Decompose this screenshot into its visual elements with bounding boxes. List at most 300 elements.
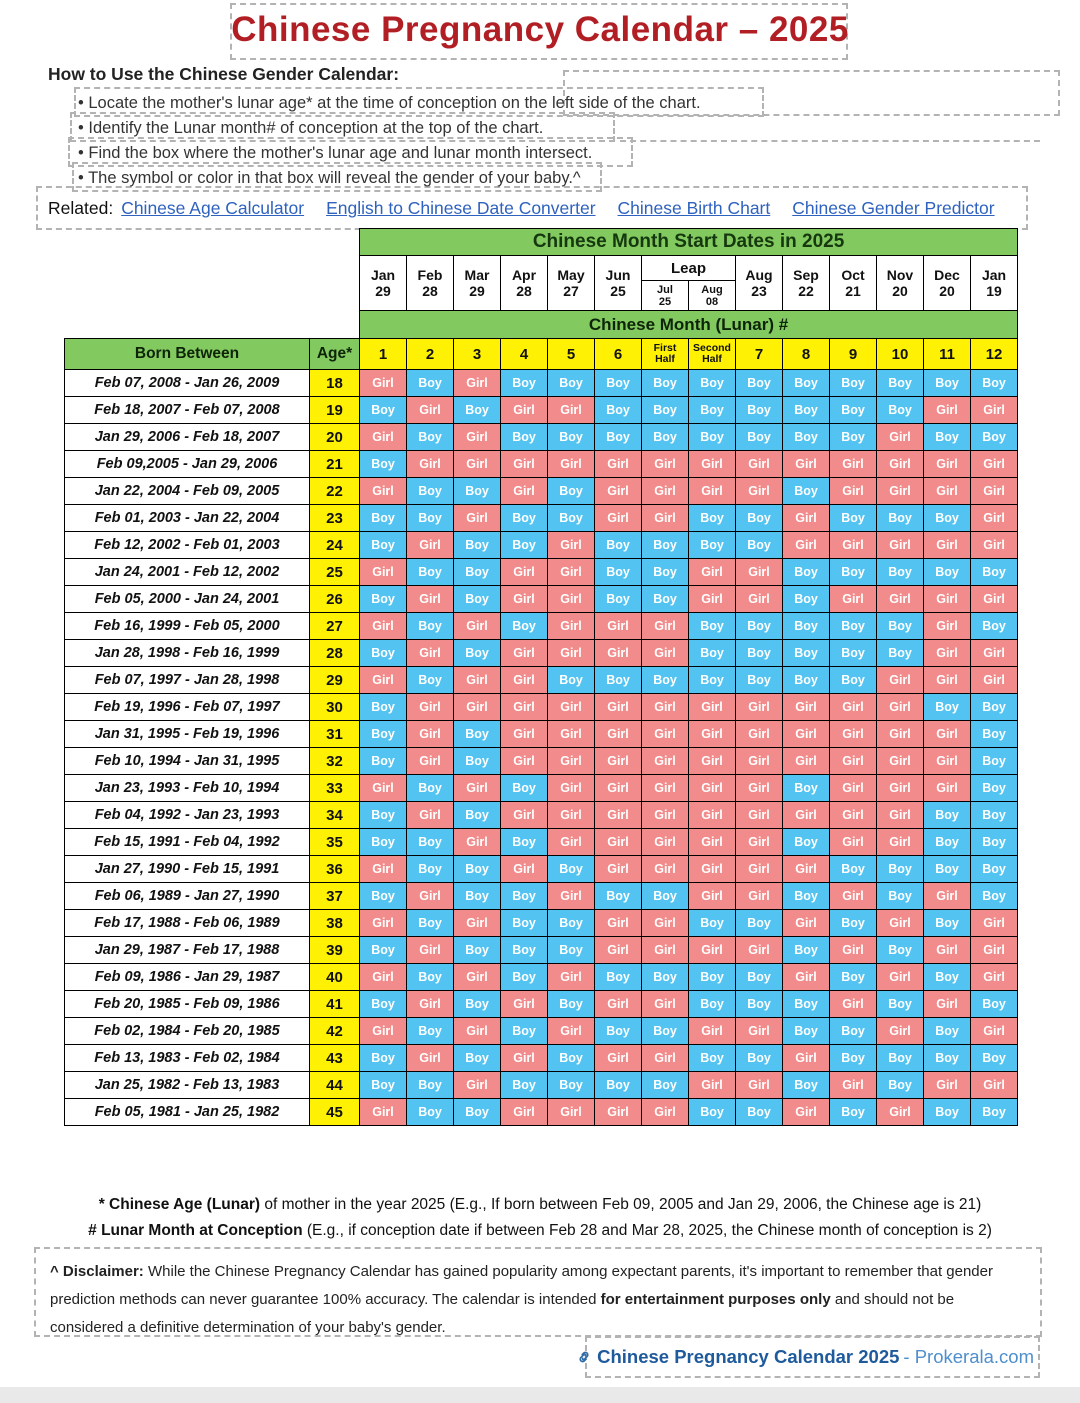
gender-cell-girl: Girl bbox=[783, 856, 830, 883]
gender-cell-girl: Girl bbox=[783, 532, 830, 559]
gender-cell-boy: Boy bbox=[642, 964, 689, 991]
gender-cell-boy: Boy bbox=[407, 478, 454, 505]
gender-cell-girl: Girl bbox=[971, 964, 1018, 991]
gender-cell-girl: Girl bbox=[736, 721, 783, 748]
gender-cell-boy: Boy bbox=[689, 991, 736, 1018]
lunar-banner-row bbox=[65, 311, 1018, 339]
age-cell: 34 bbox=[310, 802, 360, 829]
start-dates-banner-row bbox=[65, 229, 1018, 256]
gender-cell-girl: Girl bbox=[595, 1045, 642, 1072]
gender-cell-boy: Boy bbox=[595, 424, 642, 451]
gender-cell-boy: Boy bbox=[360, 991, 407, 1018]
howto-section bbox=[48, 64, 1048, 191]
gender-cell-boy: Boy bbox=[830, 370, 877, 397]
gender-cell-boy: Boy bbox=[360, 505, 407, 532]
gender-cell-girl: Girl bbox=[407, 748, 454, 775]
gender-cell-girl: Girl bbox=[642, 937, 689, 964]
gender-cell-boy: Boy bbox=[501, 883, 548, 910]
gender-cell-girl: Girl bbox=[454, 613, 501, 640]
gender-cell-girl: Girl bbox=[407, 991, 454, 1018]
gender-cell-boy: Boy bbox=[736, 370, 783, 397]
gender-cell-girl: Girl bbox=[407, 937, 454, 964]
gender-cell-girl: Girl bbox=[548, 721, 595, 748]
gender-cell-boy: Boy bbox=[830, 613, 877, 640]
gender-cell-boy: Boy bbox=[548, 370, 595, 397]
gender-cell-girl: Girl bbox=[595, 775, 642, 802]
gender-cell-girl: Girl bbox=[548, 802, 595, 829]
gender-cell-boy: Boy bbox=[454, 559, 501, 586]
gender-cell-boy: Boy bbox=[736, 910, 783, 937]
born-range-cell: Feb 13, 1983 - Feb 02, 1984 bbox=[65, 1045, 310, 1072]
gender-cell-boy: Boy bbox=[736, 505, 783, 532]
gender-cell-girl: Girl bbox=[360, 559, 407, 586]
gender-cell-girl: Girl bbox=[642, 640, 689, 667]
calendar-data-row bbox=[65, 1045, 1018, 1072]
gender-cell-girl: Girl bbox=[642, 505, 689, 532]
gender-cell-boy: Boy bbox=[360, 748, 407, 775]
calendar-data-row bbox=[65, 478, 1018, 505]
gender-cell-boy: Boy bbox=[407, 667, 454, 694]
lunar-month-col-header: 11 bbox=[924, 339, 971, 370]
gender-cell-boy: Boy bbox=[360, 802, 407, 829]
calendar-data-row bbox=[65, 532, 1018, 559]
age-cell: 29 bbox=[310, 667, 360, 694]
gender-cell-girl: Girl bbox=[877, 829, 924, 856]
gender-cell-boy: Boy bbox=[783, 1072, 830, 1099]
gender-cell-girl: Girl bbox=[407, 532, 454, 559]
gender-cell-girl: Girl bbox=[689, 802, 736, 829]
gender-cell-girl: Girl bbox=[642, 721, 689, 748]
gender-cell-boy: Boy bbox=[924, 1045, 971, 1072]
gender-cell-girl: Girl bbox=[501, 640, 548, 667]
gender-cell-girl: Girl bbox=[454, 829, 501, 856]
gender-cell-girl: Girl bbox=[830, 937, 877, 964]
related-links bbox=[121, 198, 1016, 218]
lunar-month-col-header: 8 bbox=[783, 339, 830, 370]
gender-cell-boy: Boy bbox=[783, 613, 830, 640]
born-range-cell: Feb 05, 2000 - Jan 24, 2001 bbox=[65, 586, 310, 613]
gender-cell-boy: Boy bbox=[595, 397, 642, 424]
calendar-data-row bbox=[65, 667, 1018, 694]
blank-cell bbox=[65, 229, 360, 256]
gender-cell-boy: Boy bbox=[877, 370, 924, 397]
gender-cell-boy: Boy bbox=[971, 1045, 1018, 1072]
gender-cell-boy: Boy bbox=[924, 694, 971, 721]
gender-cell-girl: Girl bbox=[360, 775, 407, 802]
age-cell: 45 bbox=[310, 1099, 360, 1126]
gender-cell-boy: Boy bbox=[877, 397, 924, 424]
gender-cell-girl: Girl bbox=[924, 721, 971, 748]
start-dates-title: Chinese Month Start Dates in 2025 bbox=[360, 229, 1018, 256]
gender-cell-girl: Girl bbox=[595, 991, 642, 1018]
related-label: Related: bbox=[48, 198, 114, 218]
blank-cell bbox=[65, 311, 360, 339]
gender-cell-boy: Boy bbox=[689, 667, 736, 694]
gender-cell-girl: Girl bbox=[924, 775, 971, 802]
gender-cell-girl: Girl bbox=[407, 802, 454, 829]
gender-cell-boy: Boy bbox=[783, 667, 830, 694]
age-cell: 36 bbox=[310, 856, 360, 883]
born-range-cell: Feb 07, 1997 - Jan 28, 1998 bbox=[65, 667, 310, 694]
howto-bullet-1: • Locate the mother's lunar age* at the time of conception on the left side of the chart. bbox=[78, 91, 1048, 116]
gender-cell-girl: Girl bbox=[642, 451, 689, 478]
gender-cell-boy: Boy bbox=[595, 370, 642, 397]
gender-cell-girl: Girl bbox=[642, 613, 689, 640]
born-range-cell: Feb 01, 2003 - Jan 22, 2004 bbox=[65, 505, 310, 532]
born-range-cell: Feb 09, 1986 - Jan 29, 1987 bbox=[65, 964, 310, 991]
gender-cell-boy: Boy bbox=[407, 505, 454, 532]
calendar-data-row bbox=[65, 1099, 1018, 1126]
footnote-month-bold: # Lunar Month at Conception bbox=[88, 1222, 303, 1239]
gender-cell-boy: Boy bbox=[830, 559, 877, 586]
gender-cell-boy: Boy bbox=[877, 883, 924, 910]
gender-cell-boy: Boy bbox=[407, 1099, 454, 1126]
gender-cell-boy: Boy bbox=[689, 532, 736, 559]
gender-cell-girl: Girl bbox=[736, 1018, 783, 1045]
gender-cell-boy: Boy bbox=[454, 1099, 501, 1126]
gender-cell-girl: Girl bbox=[877, 424, 924, 451]
lunar-month-col-header: 10 bbox=[877, 339, 924, 370]
gender-cell-boy: Boy bbox=[689, 397, 736, 424]
gender-cell-girl: Girl bbox=[877, 667, 924, 694]
gender-cell-boy: Boy bbox=[501, 1072, 548, 1099]
gender-cell-girl: Girl bbox=[877, 451, 924, 478]
born-range-cell: Feb 10, 1994 - Jan 31, 1995 bbox=[65, 748, 310, 775]
month-start-cell: Aug 23 bbox=[736, 256, 783, 311]
gender-cell-girl: Girl bbox=[454, 694, 501, 721]
born-range-cell: Feb 04, 1992 - Jan 23, 1993 bbox=[65, 802, 310, 829]
gender-cell-girl: Girl bbox=[407, 451, 454, 478]
gender-cell-girl: Girl bbox=[689, 478, 736, 505]
related-link[interactable]: English to Chinese Date Converter bbox=[326, 198, 596, 218]
calendar-data-row bbox=[65, 505, 1018, 532]
gender-cell-boy: Boy bbox=[454, 856, 501, 883]
gender-cell-boy: Boy bbox=[877, 1045, 924, 1072]
gender-cell-boy: Boy bbox=[783, 883, 830, 910]
age-cell: 37 bbox=[310, 883, 360, 910]
gender-cell-boy: Boy bbox=[454, 991, 501, 1018]
leap-header-cell: Leap bbox=[642, 256, 736, 281]
gender-cell-girl: Girl bbox=[642, 802, 689, 829]
related-row bbox=[48, 198, 1048, 219]
gender-cell-girl: Girl bbox=[783, 694, 830, 721]
gender-cell-boy: Boy bbox=[548, 424, 595, 451]
age-cell: 35 bbox=[310, 829, 360, 856]
gender-cell-girl: Girl bbox=[642, 775, 689, 802]
lunar-month-col-header: First Half bbox=[642, 339, 689, 370]
gender-cell-boy: Boy bbox=[454, 802, 501, 829]
gender-cell-boy: Boy bbox=[689, 424, 736, 451]
gender-cell-girl: Girl bbox=[924, 451, 971, 478]
gender-cell-boy: Boy bbox=[736, 991, 783, 1018]
lunar-month-col-header: 3 bbox=[454, 339, 501, 370]
gender-cell-boy: Boy bbox=[924, 370, 971, 397]
gender-cell-boy: Boy bbox=[642, 370, 689, 397]
gender-cell-girl: Girl bbox=[407, 721, 454, 748]
gender-cell-boy: Boy bbox=[407, 1018, 454, 1045]
gender-cell-girl: Girl bbox=[360, 856, 407, 883]
gender-calendar-table bbox=[64, 228, 1018, 1126]
gender-cell-girl: Girl bbox=[971, 505, 1018, 532]
gender-cell-girl: Girl bbox=[454, 505, 501, 532]
lunar-month-col-header: 4 bbox=[501, 339, 548, 370]
related-link[interactable]: Chinese Gender Predictor bbox=[792, 198, 995, 218]
gender-cell-boy: Boy bbox=[642, 1072, 689, 1099]
gender-cell-girl: Girl bbox=[877, 478, 924, 505]
born-range-cell: Jan 31, 1995 - Feb 19, 1996 bbox=[65, 721, 310, 748]
age-cell: 40 bbox=[310, 964, 360, 991]
gender-cell-girl: Girl bbox=[360, 1018, 407, 1045]
gender-cell-girl: Girl bbox=[407, 640, 454, 667]
gender-cell-boy: Boy bbox=[595, 1018, 642, 1045]
gender-cell-girl: Girl bbox=[877, 964, 924, 991]
gender-cell-boy: Boy bbox=[971, 1099, 1018, 1126]
gender-cell-boy: Boy bbox=[642, 559, 689, 586]
gender-cell-girl: Girl bbox=[877, 748, 924, 775]
gender-cell-boy: Boy bbox=[971, 694, 1018, 721]
gender-cell-boy: Boy bbox=[407, 613, 454, 640]
gender-cell-boy: Boy bbox=[548, 667, 595, 694]
gender-cell-boy: Boy bbox=[971, 559, 1018, 586]
gender-cell-girl: Girl bbox=[642, 694, 689, 721]
age-cell: 33 bbox=[310, 775, 360, 802]
calendar-data-row bbox=[65, 424, 1018, 451]
gender-cell-boy: Boy bbox=[360, 640, 407, 667]
gender-cell-boy: Boy bbox=[971, 883, 1018, 910]
gender-cell-girl: Girl bbox=[689, 1018, 736, 1045]
gender-cell-girl: Girl bbox=[830, 991, 877, 1018]
start-dates-row bbox=[65, 256, 1018, 281]
gender-cell-boy: Boy bbox=[877, 505, 924, 532]
gender-cell-boy: Boy bbox=[642, 397, 689, 424]
gender-cell-girl: Girl bbox=[595, 694, 642, 721]
gender-cell-girl: Girl bbox=[642, 748, 689, 775]
gender-cell-girl: Girl bbox=[830, 1072, 877, 1099]
gender-cell-boy: Boy bbox=[783, 991, 830, 1018]
gender-cell-boy: Boy bbox=[407, 1072, 454, 1099]
gender-cell-girl: Girl bbox=[501, 667, 548, 694]
gender-cell-girl: Girl bbox=[548, 883, 595, 910]
gender-cell-boy: Boy bbox=[407, 856, 454, 883]
leap-second-date-cell: Aug 08 bbox=[689, 281, 736, 311]
lunar-month-col-header: 9 bbox=[830, 339, 877, 370]
calendar-data-row bbox=[65, 883, 1018, 910]
gender-cell-boy: Boy bbox=[360, 451, 407, 478]
calendar-data-row bbox=[65, 910, 1018, 937]
lunar-month-col-header: 6 bbox=[595, 339, 642, 370]
gender-cell-boy: Boy bbox=[830, 667, 877, 694]
gender-cell-girl: Girl bbox=[877, 586, 924, 613]
gender-cell-girl: Girl bbox=[501, 694, 548, 721]
month-start-cell: Sep 22 bbox=[783, 256, 830, 311]
gender-cell-girl: Girl bbox=[783, 748, 830, 775]
footnotes bbox=[0, 1192, 1080, 1244]
gender-cell-girl: Girl bbox=[548, 748, 595, 775]
gender-cell-girl: Girl bbox=[830, 451, 877, 478]
gender-cell-boy: Boy bbox=[924, 910, 971, 937]
gender-cell-boy: Boy bbox=[924, 829, 971, 856]
gender-cell-girl: Girl bbox=[830, 802, 877, 829]
gender-cell-boy: Boy bbox=[971, 856, 1018, 883]
gender-cell-girl: Girl bbox=[548, 829, 595, 856]
gender-cell-boy: Boy bbox=[924, 424, 971, 451]
gender-cell-boy: Boy bbox=[830, 640, 877, 667]
gender-cell-girl: Girl bbox=[689, 586, 736, 613]
footnote-age-rest: of mother in the year 2025 (E.g., If born between Feb 09, 2005 and Jan 29, 2006, the Chinese age is 21) bbox=[260, 1196, 982, 1213]
lunar-month-title: Chinese Month (Lunar) # bbox=[360, 311, 1018, 339]
gender-cell-girl: Girl bbox=[971, 910, 1018, 937]
related-link[interactable]: Chinese Age Calculator bbox=[121, 198, 305, 218]
calendar-data-row bbox=[65, 775, 1018, 802]
gender-cell-girl: Girl bbox=[407, 883, 454, 910]
site-link-suffix: - Prokerala.com bbox=[903, 1346, 1034, 1367]
gender-cell-girl: Girl bbox=[736, 559, 783, 586]
gender-cell-girl: Girl bbox=[595, 856, 642, 883]
born-range-cell: Jan 23, 1993 - Feb 10, 1994 bbox=[65, 775, 310, 802]
footnote-month bbox=[0, 1218, 1080, 1244]
calendar-data-row bbox=[65, 856, 1018, 883]
gender-cell-boy: Boy bbox=[454, 478, 501, 505]
gender-cell-girl: Girl bbox=[971, 586, 1018, 613]
calendar-body bbox=[65, 229, 1018, 1126]
gender-cell-boy: Boy bbox=[454, 532, 501, 559]
gender-cell-boy: Boy bbox=[924, 1099, 971, 1126]
gender-cell-girl: Girl bbox=[830, 694, 877, 721]
gender-cell-boy: Boy bbox=[736, 397, 783, 424]
gender-cell-girl: Girl bbox=[924, 748, 971, 775]
gender-cell-girl: Girl bbox=[736, 775, 783, 802]
related-link[interactable]: Chinese Birth Chart bbox=[617, 198, 771, 218]
gender-cell-boy: Boy bbox=[407, 910, 454, 937]
gender-cell-boy: Boy bbox=[360, 721, 407, 748]
born-range-cell: Jan 29, 2006 - Feb 18, 2007 bbox=[65, 424, 310, 451]
month-start-cell: Jan 29 bbox=[360, 256, 407, 311]
gender-cell-girl: Girl bbox=[783, 1099, 830, 1126]
gender-cell-boy: Boy bbox=[877, 856, 924, 883]
gender-cell-girl: Girl bbox=[548, 694, 595, 721]
gender-cell-girl: Girl bbox=[501, 1045, 548, 1072]
calendar-data-row bbox=[65, 559, 1018, 586]
gender-cell-girl: Girl bbox=[595, 478, 642, 505]
lunar-month-col-header: 7 bbox=[736, 339, 783, 370]
calendar-data-row bbox=[65, 613, 1018, 640]
gender-cell-boy: Boy bbox=[877, 937, 924, 964]
gender-cell-girl: Girl bbox=[689, 937, 736, 964]
age-cell: 28 bbox=[310, 640, 360, 667]
age-cell: 43 bbox=[310, 1045, 360, 1072]
gender-cell-girl: Girl bbox=[454, 667, 501, 694]
gender-cell-girl: Girl bbox=[830, 721, 877, 748]
gender-cell-boy: Boy bbox=[407, 370, 454, 397]
gender-cell-girl: Girl bbox=[501, 586, 548, 613]
gender-cell-boy: Boy bbox=[736, 1045, 783, 1072]
calendar-data-row bbox=[65, 721, 1018, 748]
month-start-cell: Jan 19 bbox=[971, 256, 1018, 311]
gender-cell-girl: Girl bbox=[736, 802, 783, 829]
gender-cell-boy: Boy bbox=[595, 1072, 642, 1099]
gender-cell-girl: Girl bbox=[877, 802, 924, 829]
gender-cell-girl: Girl bbox=[360, 424, 407, 451]
calendar-data-row bbox=[65, 991, 1018, 1018]
gender-cell-girl: Girl bbox=[736, 856, 783, 883]
gender-cell-boy: Boy bbox=[830, 910, 877, 937]
gender-cell-boy: Boy bbox=[360, 883, 407, 910]
gender-cell-girl: Girl bbox=[736, 694, 783, 721]
gender-cell-girl: Girl bbox=[830, 775, 877, 802]
gender-cell-boy: Boy bbox=[924, 559, 971, 586]
lunar-month-col-header: 12 bbox=[971, 339, 1018, 370]
gender-cell-boy: Boy bbox=[548, 910, 595, 937]
gender-cell-boy: Boy bbox=[360, 1072, 407, 1099]
lunar-month-col-header: 5 bbox=[548, 339, 595, 370]
month-start-cell: Jun 25 bbox=[595, 256, 642, 311]
gender-cell-girl: Girl bbox=[595, 748, 642, 775]
gender-cell-girl: Girl bbox=[971, 532, 1018, 559]
gender-cell-girl: Girl bbox=[830, 478, 877, 505]
gender-cell-boy: Boy bbox=[407, 829, 454, 856]
gender-cell-boy: Boy bbox=[595, 964, 642, 991]
gender-cell-girl: Girl bbox=[548, 559, 595, 586]
born-range-cell: Feb 09,2005 - Jan 29, 2006 bbox=[65, 451, 310, 478]
gender-cell-boy: Boy bbox=[924, 1018, 971, 1045]
gender-cell-boy: Boy bbox=[783, 370, 830, 397]
howto-bullet-4: • The symbol or color in that box will reveal the gender of your baby.^ bbox=[78, 166, 1048, 191]
gender-cell-girl: Girl bbox=[548, 1099, 595, 1126]
gender-cell-girl: Girl bbox=[548, 451, 595, 478]
gender-cell-girl: Girl bbox=[783, 802, 830, 829]
gender-cell-boy: Boy bbox=[736, 613, 783, 640]
gender-cell-boy: Boy bbox=[971, 991, 1018, 1018]
gender-cell-boy: Boy bbox=[454, 748, 501, 775]
gender-cell-girl: Girl bbox=[548, 613, 595, 640]
gender-cell-girl: Girl bbox=[924, 883, 971, 910]
gender-cell-girl: Girl bbox=[548, 964, 595, 991]
age-cell: 30 bbox=[310, 694, 360, 721]
gender-cell-boy: Boy bbox=[736, 964, 783, 991]
born-range-cell: Jan 25, 1982 - Feb 13, 1983 bbox=[65, 1072, 310, 1099]
calendar-data-row bbox=[65, 694, 1018, 721]
born-range-cell: Jan 29, 1987 - Feb 17, 1988 bbox=[65, 937, 310, 964]
gender-cell-boy: Boy bbox=[454, 1045, 501, 1072]
gender-cell-girl: Girl bbox=[830, 748, 877, 775]
gender-cell-boy: Boy bbox=[830, 1099, 877, 1126]
gender-cell-boy: Boy bbox=[360, 937, 407, 964]
gender-cell-boy: Boy bbox=[548, 1045, 595, 1072]
gender-cell-boy: Boy bbox=[642, 667, 689, 694]
gender-cell-girl: Girl bbox=[971, 667, 1018, 694]
gender-cell-boy: Boy bbox=[971, 802, 1018, 829]
gender-cell-boy: Boy bbox=[971, 748, 1018, 775]
gender-cell-boy: Boy bbox=[454, 721, 501, 748]
gender-cell-boy: Boy bbox=[736, 640, 783, 667]
site-link-title[interactable]: Chinese Pregnancy Calendar 2025 bbox=[597, 1346, 900, 1367]
month-start-cell: Dec 20 bbox=[924, 256, 971, 311]
gender-cell-girl: Girl bbox=[454, 1018, 501, 1045]
gender-cell-boy: Boy bbox=[501, 964, 548, 991]
gender-cell-girl: Girl bbox=[877, 1099, 924, 1126]
gender-cell-girl: Girl bbox=[548, 640, 595, 667]
age-cell: 20 bbox=[310, 424, 360, 451]
gender-cell-girl: Girl bbox=[360, 478, 407, 505]
gender-cell-boy: Boy bbox=[407, 964, 454, 991]
age-cell: 19 bbox=[310, 397, 360, 424]
gender-cell-boy: Boy bbox=[548, 478, 595, 505]
gender-cell-girl: Girl bbox=[501, 802, 548, 829]
gender-cell-boy: Boy bbox=[689, 964, 736, 991]
gender-cell-girl: Girl bbox=[877, 694, 924, 721]
age-cell: 31 bbox=[310, 721, 360, 748]
gender-cell-boy: Boy bbox=[501, 910, 548, 937]
